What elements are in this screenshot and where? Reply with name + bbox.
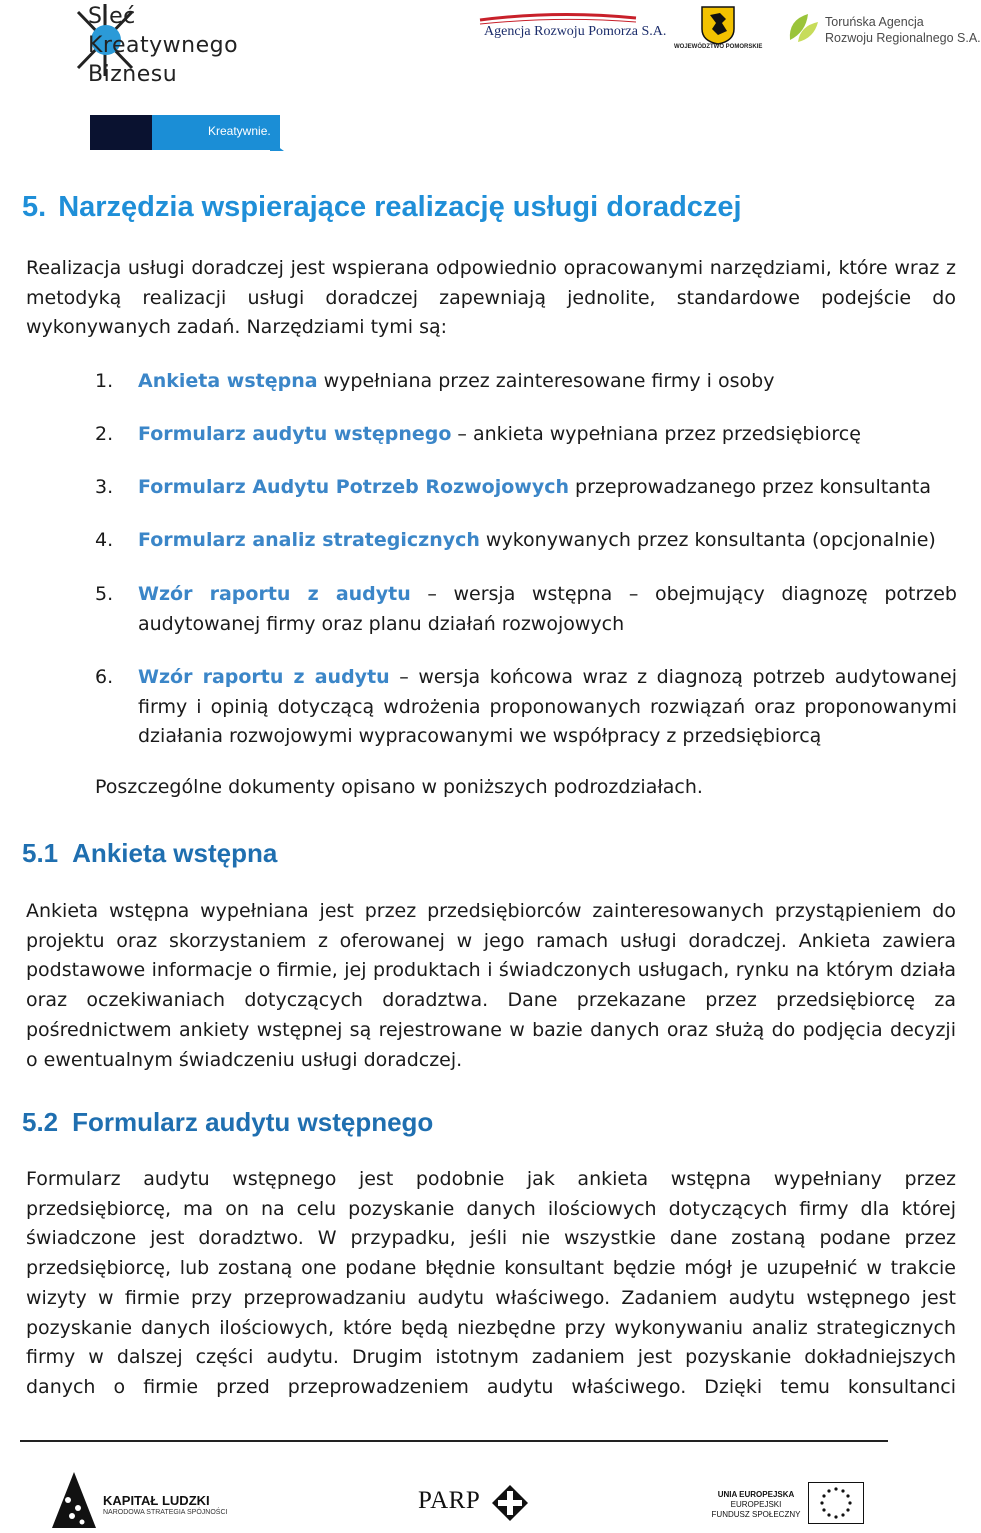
list-item-text: – wersja końcowa wraz z diagnozą potrzeb audytowanej firmy i opinią dotyczącą wdrożenia proponowanych rozwiązań oraz proponowanymi działania rozwojowymi wypracowanymi we współpracy z przedsiębiorcą	[138, 666, 957, 748]
list-item-number: 2.	[95, 423, 114, 445]
list-item-term: Formularz audytu wstępnego	[138, 423, 452, 445]
list-item	[95, 367, 957, 397]
skb-logo-line: Kreatywnego	[88, 33, 239, 58]
section-number: 5.	[22, 191, 47, 223]
list-item-text: – wersja wstępna – obejmujący diagnozę potrzeb audytowanej firmy oraz planu działań rozwojowych	[138, 583, 957, 635]
ue-logo-line: UNIA EUROPEJSKA	[717, 1490, 795, 1499]
kapital-ludzki-title: KAPITAŁ LUDZKI	[103, 1493, 210, 1508]
list-item	[95, 420, 957, 450]
list-item	[95, 473, 957, 503]
kapital-ludzki-logo-mark	[48, 1470, 100, 1530]
skb-logo-line: Sieć	[88, 4, 136, 29]
list-item-term: Wzór raportu z audytu	[138, 583, 411, 605]
list-item-term: Formularz analiz strategicznych	[138, 529, 480, 551]
list-item	[95, 580, 957, 639]
eu-flag-icon	[808, 1482, 864, 1524]
subsection-title: Formularz audytu wstępnego	[72, 1107, 434, 1137]
footer-divider	[20, 1440, 888, 1442]
tarr-logo-line: Rozwoju Regionalnego S.A.	[825, 31, 981, 45]
tarr-logo-line: Toruńska Agencja	[825, 15, 924, 29]
closing-paragraph: Poszczególne dokumenty opisano w poniższych podrozdziałach.	[95, 776, 703, 798]
subsection-number: 5.1	[22, 838, 59, 868]
list-item-number: 1.	[95, 370, 114, 392]
list-item-text: – ankieta wypełniana przez przedsiębiorcę	[451, 423, 861, 445]
subsection-heading	[22, 1107, 433, 1138]
section-heading	[22, 191, 742, 224]
parp-logo-text: PARP	[418, 1487, 481, 1514]
parp-logo-mark	[490, 1483, 530, 1523]
subsection-heading	[22, 838, 277, 869]
list-item	[95, 526, 957, 556]
tarr-leaf-icon	[786, 10, 822, 46]
list-item-term: Wzór raportu z audytu	[138, 666, 390, 688]
arp-logo-text: Agencja Rozwoju Pomorza S.A.	[484, 24, 667, 39]
subsection-number: 5.2	[22, 1107, 59, 1137]
subsection-title: Ankieta wstępna	[72, 838, 278, 868]
list-item-term: Formularz Audytu Potrzeb Rozwojowych	[138, 476, 570, 498]
section-title: Narzędzia wspierające realizację usługi doradczej	[58, 191, 742, 223]
kapital-ludzki-subtitle: NARODOWA STRATEGIA SPÓJNOŚCI	[103, 1509, 228, 1516]
ue-logo-line: FUNDUSZ SPOŁECZNY	[711, 1510, 801, 1519]
griffin-crest-icon	[700, 5, 736, 45]
kreatywnie-banner	[90, 115, 284, 151]
ue-logo-line: EUROPEJSKI	[730, 1500, 782, 1509]
list-item-number: 4.	[95, 529, 114, 551]
skb-logo-line: Biznesu	[88, 62, 178, 87]
list-item-number: 3.	[95, 476, 114, 498]
list-item-term: Ankieta wstępna	[138, 370, 318, 392]
list-item-text: wykonywanych przez konsultanta (opcjonalnie)	[479, 529, 936, 551]
subsection-paragraph: Ankieta wstępna wypełniana jest przez przedsiębiorców zainteresowanych przystąpieniem do projektu oraz skorzystaniem z oferowanej w jego ramach usługi doradczej. Ankieta zawiera podstawowe informacje o firmie, jej produktach i świadczonych usługach, rynku na którym działa oraz oczekiwaniach dotyczących doradztwa. Dane przekazane przez przedsiębiorcę za pośrednictwem ankiety wstępnej są rejestrowane w bazie danych oraz służą do podjęcia decyzji o ewentualnym świadczeniu usługi doradczej.	[26, 900, 956, 1071]
list-item-number: 6.	[95, 666, 114, 688]
subsection-paragraph: Formularz audytu wstępnego jest podobnie jak ankieta wstępna wypełniany przez przedsiębiorcę, ma on na celu pozyskanie danych ilościowych dotyczących firmy dla której świadczone jest doradztwo. W przypadku, jeśli nie wszystkie dane zostaną podane przez przedsiębiorcę, lub zostaną one podane błędnie konsultant będzie mógł je uzupełnić w trakcie wizyty w firmie przy przeprowadzaniu audytu właściwego. Zadaniem audytu wstępnego jest pozyskanie danych ilościowych, które będą niezbędne przy wykonywaniu analiz strategicznych firmy w dalszej części audytu. Drugim istotnym zadaniem jest pozyskanie dokładniejszych danych o firmie przed przeprowadzeniem audytu właściwego. Dzięki temu konsultanci	[26, 1168, 956, 1398]
ue-logo-text	[711, 1490, 801, 1520]
list-item-text: przeprowadzanego przez konsultanta	[569, 476, 931, 498]
intro-paragraph: Realizacja usługi doradczej jest wspierana odpowiednio opracowanymi narzędziami, które wraz z metodyką realizacji usługi doradczej zapewniają jednolite, standardowe podejście do wykonywanych zadań. Narzędziami tymi są:	[26, 257, 956, 339]
kreatywnie-label: Kreatywnie.	[208, 124, 271, 138]
list-item-number: 5.	[95, 583, 114, 605]
woj-logo-text: WOJEWÓDZTWO POMORSKIE	[674, 44, 763, 50]
tarr-logo-text	[825, 14, 981, 46]
skb-logo-text	[88, 2, 238, 89]
list-item	[95, 663, 957, 752]
list-item-text: wypełniana przez zainteresowane firmy i osoby	[317, 370, 775, 392]
